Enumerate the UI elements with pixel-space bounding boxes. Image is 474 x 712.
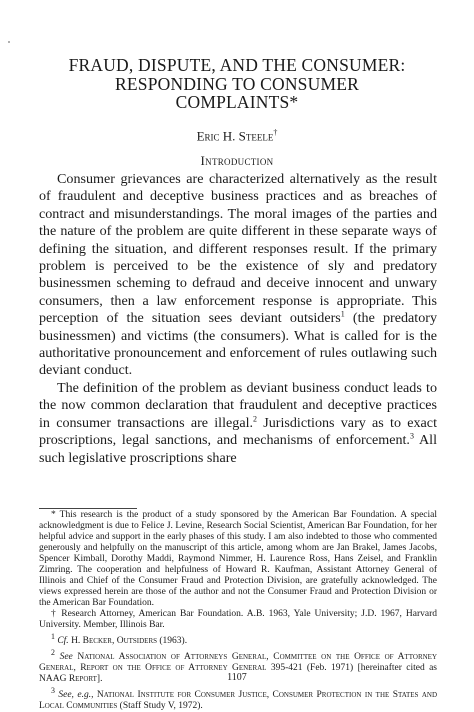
paragraph-2-text-a: The definition of the problem as deviant business conduct leads to the now common declaration that fraudulent and deceptive practices in consumer transactions are illegal. [39,379,437,431]
paragraph-1-text-a: Consumer grievances are characterized alternatively as the result of fraudulent and deceptive business practices and as breaches of contract and misunderstandings. The moral images of the parties and the nature of the problem are quite different in these separate ways of defining the situation, and different responses result. If the primary problem is perceived to be the existence of sly and predatory businessmen scheming to defraud and deceive innocent and unwary consumers, then a law enforcement response is appropriate. This perception of the situation sees deviant outsiders [39,171,437,327]
footnote-3 [39,685,437,712]
footnote-1 [39,631,437,647]
footnote-1-signal: Cf. [57,636,69,647]
author-name: Eric H. Steele [196,128,274,144]
footnote-2-text-c: NAAG Report [39,674,97,685]
footnote-divider [39,508,137,509]
scan-speck [8,41,10,43]
footnote-ref-3: 3 [409,431,414,441]
footnote-2-number: 2 [51,648,55,658]
footnote-star: * This research is the product of a study sponsored by the American Bar Foundation. A special acknowledgment is due to Felice J. Levine, Research Social Scientist, American Bar Foundation, for her helpful advice and support in the early phases of this study. I am also indebted to those who commented generously and helpfully on the manuscript of this article, among whom are Jan Brakel, James Jacobs, Spencer Kimball, Dorothy Maddi, Raymond Nimmer, H. Laurence Ross, Hans Zeisel, and Franklin Zimring. The cooperation and helpfulness of Howard R. Kaufman, Assistant Attorney General of Illinois and Chief of the Consumer Fraud and Protection Division, are gratefully acknowledged. The views expressed herein are those of the author and not the Consumer Fraud and Protection Division or the American Bar Foundation. [39,510,437,608]
author-line [0,128,474,144]
footnote-2-text-a: National Association of Attorneys General, Committee on the Office of Attorney General, Report on the Office of Attorney General [39,652,438,674]
footnote-2-text-b: 395-421 (Feb. 1971) [hereinafter cited as [266,663,437,674]
author-footnote-mark: † [273,128,278,137]
footnote-2-signal: See [59,652,73,663]
title-line-1: FRAUD, DISPUTE, AND THE CONSUMER: [68,55,406,75]
footnote-1-number: 1 [51,632,55,641]
footnote-3-text-a: National Institute for Consumer Justice, Consumer Protection in the States and Local Communities [39,690,438,712]
footnote-ref-1: 1 [340,309,345,319]
paragraph-1-text-b: (the predatory businessmen) and victims (the consumers). What is called for is the authoritative pronouncement and enforcement of rules outlawing such deviant conduct. [39,310,437,379]
footnote-2-text-d: ]. [96,674,103,685]
footnote-3-signal: See, e.g., [58,690,94,701]
section-heading: Introduction [200,153,274,168]
paragraph-2-text-c: All such legislative proscriptions share [39,432,437,466]
body-text [39,171,437,467]
title-line-3: COMPLAINTS* [175,92,299,112]
footnote-3-number: 3 [51,686,55,696]
article-title [20,56,454,112]
paragraph-2 [39,380,437,467]
paragraph-2-text-b: Jurisdictions vary as to exact proscriptions, legal sanctions, and mechanisms of enforcement. [39,414,437,449]
paragraph-1 [39,171,437,380]
footnote-3-text-b: (Staff Study V, 1972). [117,701,203,712]
page-number: 1107 [227,672,247,683]
title-line-2: RESPONDING TO CONSUMER [115,73,359,94]
footnote-1-text: H. Becker, Outsiders (1963). [71,636,188,647]
footnote-dagger: † Research Attorney, American Bar Foundation. A.B. 1963, Yale University; J.D. 1967, Harvard University. Member, Illinois Bar. [39,609,437,630]
footnote-ref-2: 2 [253,414,258,423]
